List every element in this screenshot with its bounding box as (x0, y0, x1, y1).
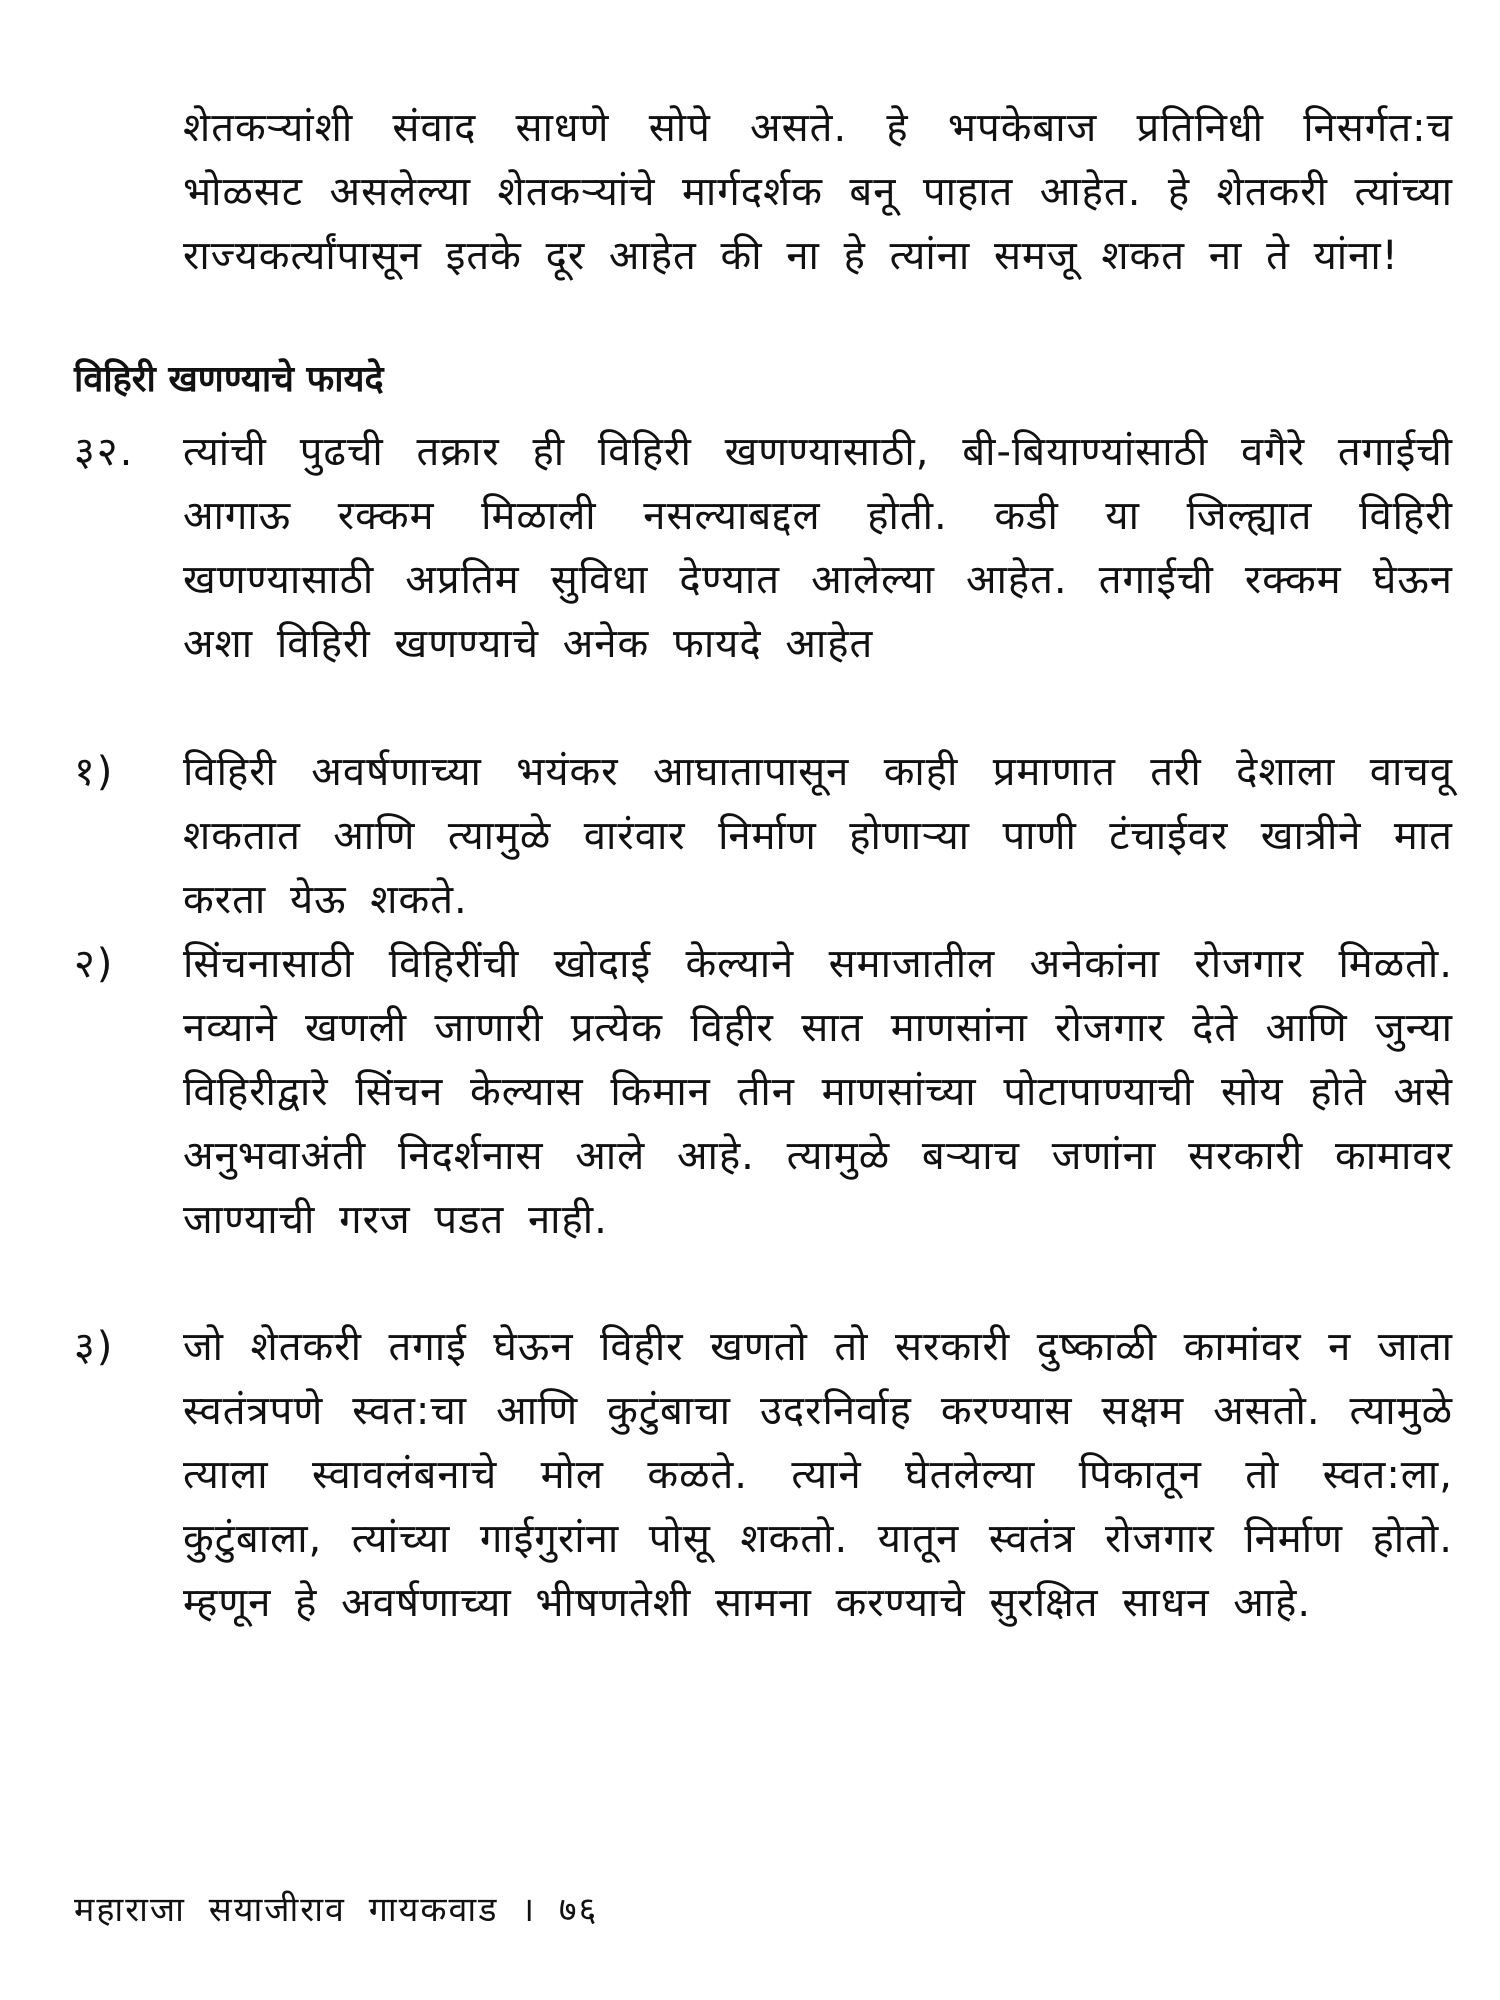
paragraph-32-text: त्यांची पुढची तक्रार ही विहिरी खणण्यासाठी, बी-बियाण्यांसाठी वगैरे तगाईची आगाऊ रक्कम मिळाली नसल्याबद्दल होती. कडी या जिल्ह्यात विहिरी खणण्यासाठी अप्रतिम सुविधा देण्यात आलेल्या आहेत. तगाईची रक्कम घेऊन अशा विहिरी खणण्याचे अनेक फायदे आहेत (183, 429, 1453, 667)
page-footer (74, 1886, 598, 1934)
section-heading: विहिरी खणण्याचे फायदे (74, 359, 384, 400)
paragraph-number: ३२. (74, 429, 135, 475)
benefit-number: ३) (74, 1324, 115, 1370)
intro-paragraph: शेतकऱ्यांशी संवाद साधणे सोपे असते. हे भपकेबाज प्रतिनिधी निसर्गत:च भोळसट असलेल्या शेतकऱ्यांचे मार्गदर्शक बनू पाहात आहेत. हे शेतकरी त्यांच्या राज्यकर्त्यांपासून इतके दूर आहेत की ना हे त्यांना समजू शकत ना ते यांना! (183, 105, 1453, 279)
benefit-number: १) (74, 749, 115, 795)
footer-book-title: महाराजा सयाजीराव गायकवाड (74, 1890, 499, 1930)
benefit-3-text: जो शेतकरी तगाई घेऊन विहीर खणतो तो सरकारी दुष्काळी कामांवर न जाता स्वतंत्रपणे स्वत:चा आणि कुटुंबाचा उदरनिर्वाह करण्यास सक्षम असतो. त्यामुळे त्याला स्वावलंबनाचे मोल कळते. त्याने घेतलेल्या पिकातून तो स्वत:ला, कुटुंबाला, त्यांच्या गाईगुरांना पोसू शकतो. यातून स्वतंत्र रोजगार निर्माण होतो. म्हणून हे अवर्षणाच्या भीषणतेशी सामना करण्याचे सुरक्षित साधन आहे. (183, 1324, 1453, 1626)
benefit-2-text: सिंचनासाठी विहिरींची खोदाई केल्याने समाजातील अनेकांना रोजगार मिळतो. नव्याने खणली जाणारी प्रत्येक विहीर सात माणसांना रोजगार देते आणि जुन्या विहिरीद्वारे सिंचन केल्यास किमान तीन माणसांच्या पोटापाण्याची सोय होते असे अनुभवाअंती निदर्शनास आले आहे. त्यामुळे बऱ्याच जणांना सरकारी कामावर जाण्याची गरज पडत नाही. (183, 941, 1453, 1243)
footer-separator: । (521, 1890, 537, 1930)
benefit-number: २) (74, 941, 115, 987)
benefit-1-text: विहिरी अवर्षणाच्या भयंकर आघातापासून काही प्रमाणात तरी देशाला वाचवू शकतात आणि त्यामुळे वारंवार निर्माण होणाऱ्या पाणी टंचाईवर खात्रीने मात करता येऊ शकते. (183, 749, 1453, 923)
page-number: ७६ (558, 1890, 599, 1930)
